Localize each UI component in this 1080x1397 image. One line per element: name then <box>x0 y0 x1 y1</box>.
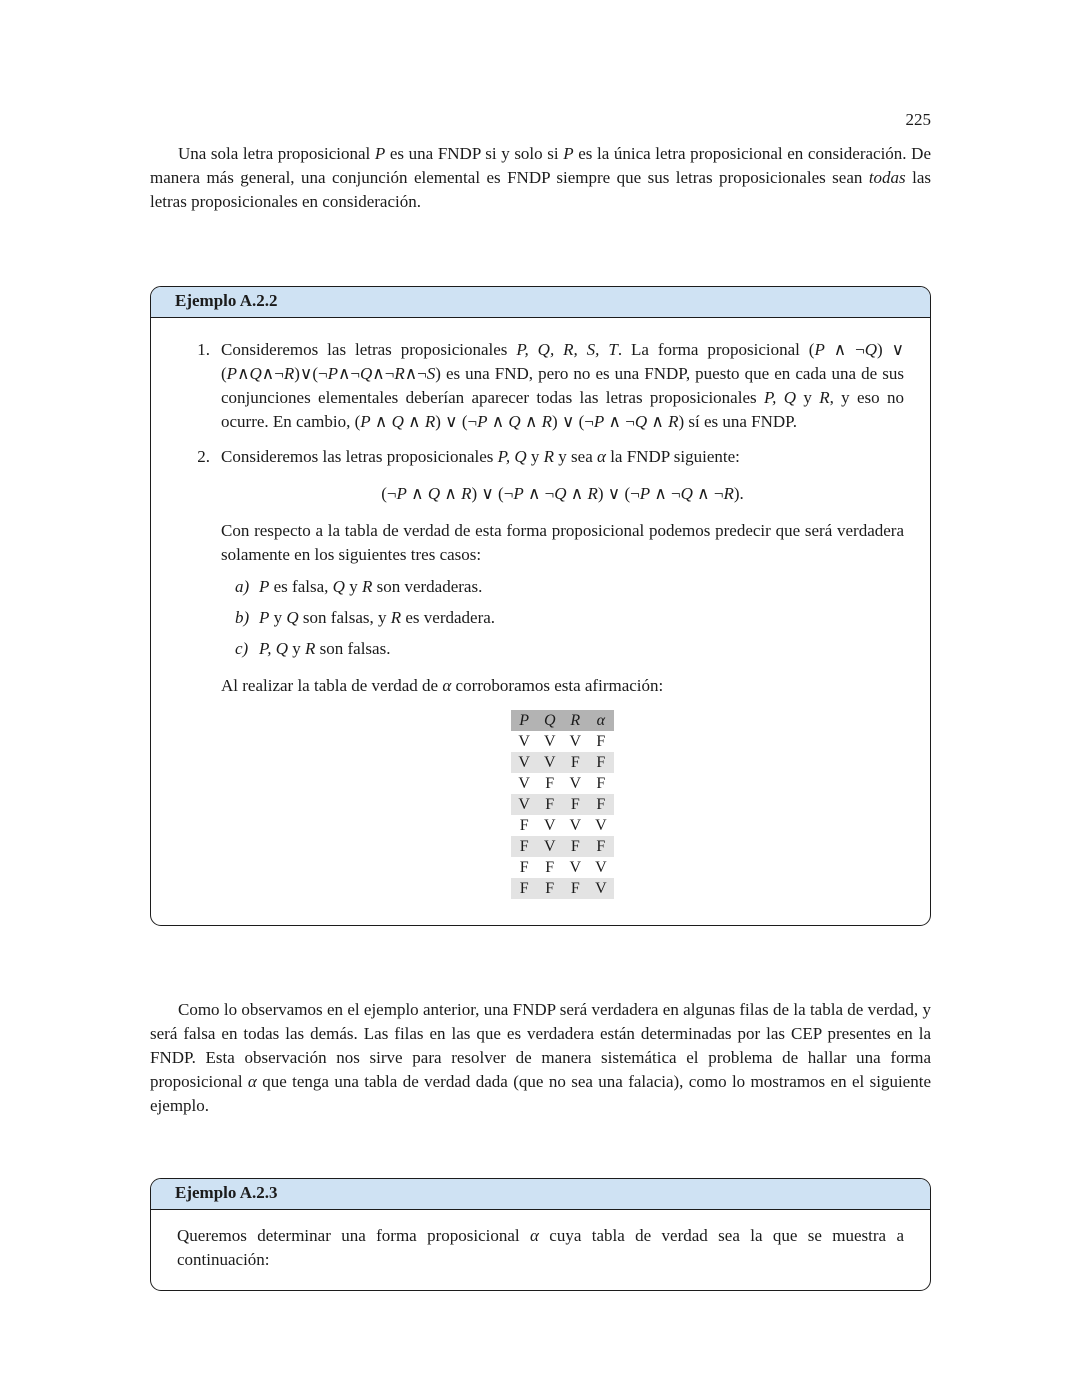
text-run: las letras proposicionales en consideración. <box>150 168 931 211</box>
math-text: R <box>424 412 436 431</box>
truth-table-cell: V <box>595 859 607 876</box>
truth-table-cell: F <box>519 859 529 876</box>
case-item-a <box>221 575 904 599</box>
text-run: ) ∨ (¬ <box>471 484 514 503</box>
truth-table-row <box>511 857 613 878</box>
truth-table-cell: V <box>537 836 563 857</box>
truth-table-cell: F <box>537 878 563 899</box>
text-run: Al realizar la tabla de verdad de <box>221 676 443 695</box>
truth-table-header-cell: R <box>563 710 589 731</box>
truth-table-cell: F <box>519 817 529 834</box>
text-run: y <box>269 608 287 627</box>
text-run: ∧ ¬ <box>692 484 724 503</box>
example-header <box>151 1179 930 1210</box>
truth-table-header-row <box>511 710 613 731</box>
text-run: ∧¬ <box>261 364 284 383</box>
math-text: R <box>390 608 402 627</box>
truth-table-cell: F <box>563 836 589 857</box>
example-box-a2-2 <box>150 286 931 926</box>
math-text: α <box>597 447 606 466</box>
truth-table-cell: F <box>545 775 555 792</box>
math-text: R <box>723 484 734 503</box>
truth-table-header-cell: P <box>511 710 537 731</box>
text-run: ∧ ¬ <box>523 484 555 503</box>
math-text: Q <box>554 484 567 503</box>
list-item-marker: 2. <box>197 447 210 466</box>
math-text: R <box>304 639 316 658</box>
example-body <box>151 1210 930 1290</box>
text-run: ) ∨ (¬ <box>597 484 640 503</box>
truth-table-cell: V <box>511 752 537 773</box>
math-text: P, Q <box>497 447 527 466</box>
truth-table-row <box>511 794 613 815</box>
text-run: son falsas, y <box>298 608 391 627</box>
case-marker: b) <box>235 608 250 627</box>
truth-table-cell: F <box>588 836 614 857</box>
text-column <box>150 0 931 1291</box>
truth-table-cell: F <box>511 878 537 899</box>
text-run: la FNDP siguiente: <box>605 447 740 466</box>
math-text: P <box>374 144 386 163</box>
case-text <box>259 575 904 599</box>
truth-table-cell: F <box>563 794 589 815</box>
list-item-1 <box>177 338 904 434</box>
text-run: ∧ <box>647 412 669 431</box>
text-run: )∨(¬ <box>294 364 328 383</box>
math-text: P <box>226 364 238 383</box>
math-text: Q <box>391 412 404 431</box>
math-text: R <box>394 364 405 383</box>
math-text: α <box>529 1226 539 1245</box>
truth-table-row <box>511 731 613 752</box>
case-item-b <box>221 606 904 630</box>
text-run: son verdaderas. <box>372 577 483 596</box>
text-run: Una sola letra proposicional <box>178 144 375 163</box>
text-run: (¬ <box>381 484 397 503</box>
truth-table-cell: V <box>569 733 582 750</box>
text-run: Como lo observamos en el ejemplo anterior, una FNDP será verdadera en algunas filas de la tabla de verdad, y será falsa en todas las demás. Las filas en las que es verdadera están determinadas por las CEP presentes en la FNDP. Esta observación nos sirve para resolver de manera sistemática el problema de hallar una forma proposicional <box>150 1000 931 1091</box>
intro-paragraph <box>150 142 931 214</box>
text-run: Consideremos las letras proposicionales <box>221 340 517 359</box>
truth-table-cell: V <box>537 752 563 773</box>
math-text: Q <box>286 608 299 627</box>
text-run: ∧ ¬ <box>824 340 865 359</box>
math-text: R <box>819 388 830 407</box>
text-run: Queremos determinar una forma proposicional <box>177 1226 530 1245</box>
truth-table-row <box>511 773 613 794</box>
text-run: ∧ <box>487 412 509 431</box>
text-run: ∧ ¬ <box>604 412 635 431</box>
text-run: ∧ <box>406 484 428 503</box>
case-text <box>259 606 904 630</box>
truth-table-header-cell: Q <box>537 710 563 731</box>
text-run: ) ∨ (¬ <box>435 412 478 431</box>
case-text <box>259 637 904 661</box>
prediction-paragraph <box>221 519 904 567</box>
truth-table-cell: F <box>537 794 563 815</box>
math-text: R <box>668 412 679 431</box>
truth-table-cell: V <box>569 775 582 792</box>
truth-table-cell: V <box>518 775 530 792</box>
text-run: es falsa, <box>269 577 333 596</box>
math-text: todas <box>868 168 906 187</box>
truth-table-header-cell: α <box>588 710 614 731</box>
truth-table-cell: F <box>545 859 555 876</box>
truth-table-cell: F <box>563 878 589 899</box>
text-run: Con respecto a la tabla de verdad de esta forma proposicional podemos predecir que será verdadera solamente en los siguientes tres casos: <box>221 521 904 564</box>
truth-table-cell: V <box>595 817 607 834</box>
text-run: ∧ ¬ <box>650 484 681 503</box>
truth-table-row <box>511 752 613 773</box>
math-text: P <box>593 412 605 431</box>
closing-paragraph <box>150 998 931 1118</box>
math-text: P <box>259 608 270 627</box>
truth-table-cell: V <box>588 878 614 899</box>
math-text: Q <box>634 412 648 431</box>
truth-table-cell: F <box>588 794 614 815</box>
case-list <box>221 575 904 661</box>
text-run: ∧ <box>440 484 462 503</box>
math-text: P <box>477 412 488 431</box>
text-run: ∧ <box>520 412 542 431</box>
math-text: P <box>396 484 407 503</box>
truth-table-row <box>511 878 613 899</box>
text-run: y <box>344 577 362 596</box>
list-item-text <box>221 445 904 469</box>
math-text: P, Q <box>763 388 797 407</box>
example2-paragraph <box>177 1224 904 1272</box>
truth-table-cell: F <box>511 836 537 857</box>
text-run: Consideremos las letras proposicionales <box>221 447 498 466</box>
text-run: es verdadera. <box>401 608 496 627</box>
text-run: ) ∨ (¬ <box>552 412 594 431</box>
example-title: Ejemplo A.2.2 <box>175 291 278 310</box>
text-run: ). <box>733 484 744 503</box>
text-run: y sea <box>554 447 598 466</box>
math-text: R <box>543 447 555 466</box>
truth-table-cell: F <box>563 752 589 773</box>
math-text: Q <box>427 484 441 503</box>
math-text: R <box>361 577 373 596</box>
text-run: ∧ <box>370 412 392 431</box>
truth-table-cell: V <box>511 794 537 815</box>
math-text: P <box>327 364 338 383</box>
truth-table-cell: F <box>596 775 606 792</box>
math-text: P, Q <box>259 639 288 658</box>
math-text: R <box>541 412 553 431</box>
text-run: que tenga una tabla de verdad dada (que no sea una falacia), como lo mostramos en el siguiente ejemplo. <box>150 1072 931 1115</box>
example-box-a2-3 <box>150 1178 931 1291</box>
text-run: ) sí es una FNDP. <box>678 412 797 431</box>
case-marker: a) <box>235 577 250 596</box>
text-run: ∧ <box>566 484 588 503</box>
text-run: y <box>796 388 820 407</box>
math-text: Q <box>249 364 262 383</box>
math-text: Q <box>360 364 373 383</box>
case-item-c <box>221 637 904 661</box>
truth-table-cell: V <box>569 859 582 876</box>
truth-table <box>511 710 613 899</box>
text-run: ∧¬ <box>404 364 427 383</box>
example-title: Ejemplo A.2.3 <box>175 1183 278 1202</box>
math-text: P, Q, R, S, T <box>516 340 618 359</box>
math-text: Q <box>508 412 521 431</box>
math-text: α <box>247 1072 257 1091</box>
text-run: y <box>526 447 544 466</box>
math-text: S <box>426 364 436 383</box>
text-run: ∧¬ <box>372 364 395 383</box>
text-run: ∧ <box>237 364 250 383</box>
page-number: 225 <box>905 110 931 129</box>
list-item-text <box>221 338 904 434</box>
math-text: R <box>461 484 472 503</box>
list-item-marker: 1. <box>197 340 210 359</box>
math-text: Q <box>680 484 693 503</box>
text-run: y <box>287 639 305 658</box>
text-run: es una FNDP si y solo si <box>385 144 564 163</box>
truth-table-row <box>511 836 613 857</box>
text-run: son falsas. <box>315 639 391 658</box>
text-run: es la única letra proposicional en consideración. De manera más general, una conjunción elemental es FNDP siempre que sus letras proposicionales sean <box>150 144 931 187</box>
math-text: Q <box>332 577 345 596</box>
truth-table-row <box>511 815 613 836</box>
math-text: P <box>513 484 524 503</box>
text-run: ) ∨ ( <box>221 340 905 383</box>
truth-table-cell: F <box>588 752 614 773</box>
list-item-2 <box>177 445 904 901</box>
truth-table-cell: V <box>518 733 530 750</box>
math-text: P <box>563 144 574 163</box>
truth-table-cell: F <box>596 733 606 750</box>
example-body <box>151 318 930 925</box>
case-marker: c) <box>235 639 249 658</box>
text-run: ∧¬ <box>337 364 360 383</box>
math-text: P <box>639 484 651 503</box>
truth-table-cell: V <box>543 817 556 834</box>
text-run: corroboramos esta afirmación: <box>451 676 664 695</box>
math-text: P <box>814 340 825 359</box>
truth-table-cell: V <box>543 733 556 750</box>
math-text: α <box>442 676 452 695</box>
math-text: Q <box>864 340 877 359</box>
truth-table-cell: V <box>569 817 582 834</box>
example-header <box>151 287 930 318</box>
text-run: cuya tabla de verdad sea la que se muestra a continuación: <box>177 1226 905 1269</box>
math-text: R <box>587 484 598 503</box>
text-run: . La forma proposicional ( <box>617 340 815 359</box>
math-text: P <box>259 577 270 596</box>
text-run: ) es una FND, pero no es una FNDP, puesto que en cada una de sus conjunciones elementales deberían aparecer todas las letras proposicionales <box>221 364 904 407</box>
math-text: R <box>283 364 295 383</box>
table-intro-paragraph <box>221 674 904 698</box>
text-run: ∧ <box>403 412 425 431</box>
math-text: P <box>360 412 371 431</box>
text-run: , y eso no ocurre. En cambio, ( <box>221 388 904 431</box>
fndp-formula <box>221 482 904 506</box>
